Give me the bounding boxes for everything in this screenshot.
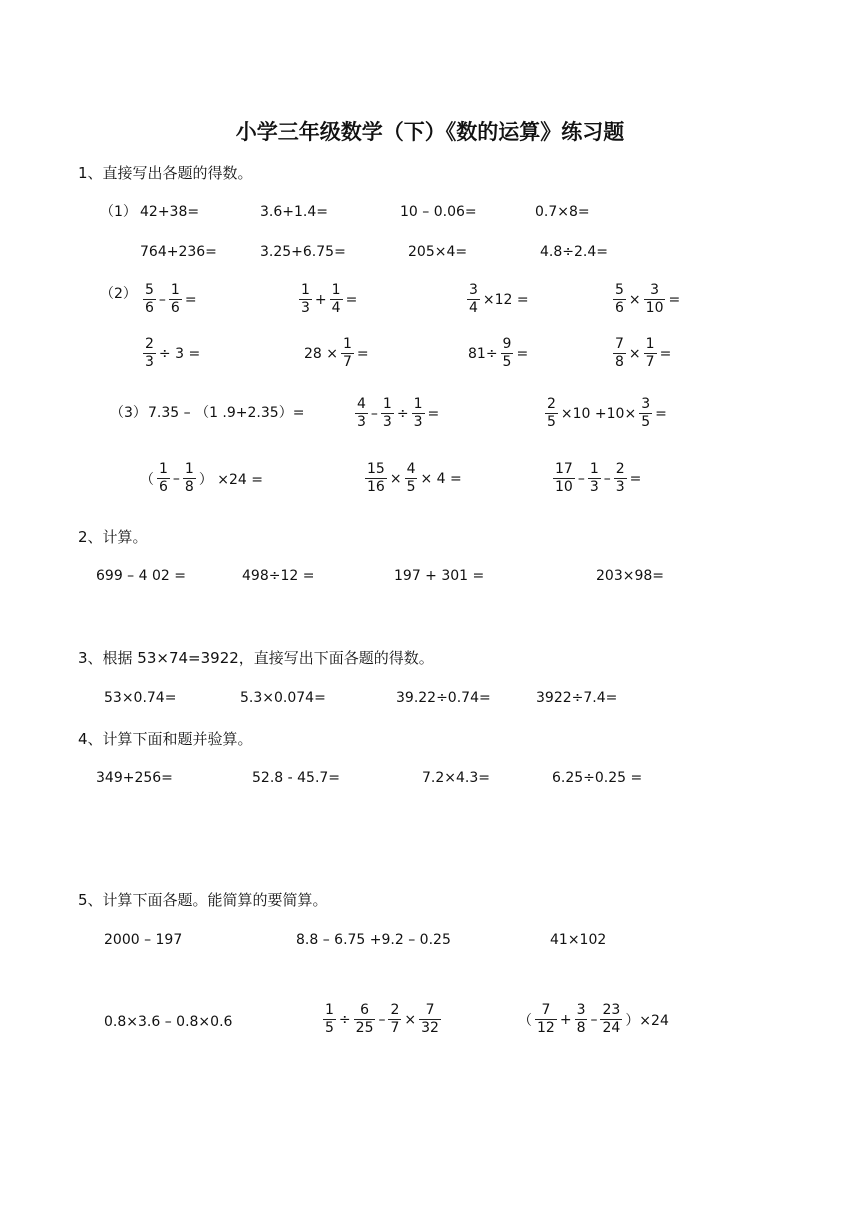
q1-p2-expr [612,282,682,317]
q1-p2-expr [298,282,359,317]
fraction-numerator: 5 [615,282,624,298]
fraction [588,461,601,496]
q2-item: 699 – 4 02 = [96,568,186,584]
q4-heading: 4、计算下面和题并验算。 [78,730,253,748]
fraction-numerator: 7 [535,1002,557,1020]
fraction-denominator: 5 [406,479,416,495]
expr-operator: × [628,345,641,362]
q1-p1-item: 764+236= [140,244,217,260]
fraction-denominator: 5 [502,354,512,370]
fraction [330,282,343,317]
fraction-denominator: 3 [615,479,625,495]
fraction-denominator: 24 [602,1020,621,1036]
expr-operator: ） ×24 = [198,471,264,488]
fraction-denominator: 8 [576,1020,586,1036]
q4-item: 6.25÷0.25 = [552,770,643,786]
q1-p2-expr [142,336,202,371]
fraction-numerator: 1 [382,396,392,412]
fraction [419,1002,441,1037]
fraction-numerator: 2 [390,1002,400,1018]
fraction [365,461,387,496]
q4-item: 7.2×4.3= [422,770,490,786]
fraction-numerator: 6 [354,1002,376,1020]
q1-p3-expr [552,461,643,496]
fraction-numerator: 3 [641,396,651,412]
fraction-denominator: 3 [145,354,154,370]
q2-heading: 2、计算。 [78,528,148,546]
q2-item: 197 + 301 = [394,568,485,584]
q4-item: 349+256= [96,770,173,786]
fraction [613,336,626,371]
q1-p1-item: 10 – 0.06= [400,204,477,220]
fraction-denominator: 10 [555,479,573,495]
fraction-denominator: 12 [537,1020,555,1036]
expr-operator: – [577,470,585,487]
fraction-denominator: 7 [390,1020,400,1036]
fraction [299,282,312,317]
fraction-numerator: 4 [357,396,366,412]
fraction-numerator: 3 [469,282,478,298]
q1-p2-expr [466,336,530,371]
fraction-denominator: 8 [615,354,624,370]
fraction [545,396,558,431]
expr-operator: – [172,470,180,487]
fraction [405,461,418,496]
q3-item: 53×0.74= [104,690,177,706]
fraction-numerator: 15 [367,461,385,477]
fraction-denominator: 7 [343,354,352,370]
fraction [600,1002,622,1037]
fraction-denominator: 6 [615,300,624,316]
q5-heading: 5、计算下面各题。能简算的要简算。 [78,891,328,909]
q5-item: 2000 – 197 [104,932,183,948]
fraction [501,336,514,371]
expr-operator: × [628,291,641,308]
fraction [535,1002,557,1037]
expr-operator: ÷ [338,1011,351,1028]
fraction [354,1002,376,1037]
fraction-numerator: 4 [406,461,416,477]
fraction-denominator: 5 [325,1020,334,1036]
q5-expr [516,1002,671,1037]
fraction-denominator: 4 [331,300,341,316]
q1-p3-text: 7.35 – （1 .9+2.35）= [148,405,305,421]
fraction [183,461,196,496]
fraction-numerator: 1 [343,336,352,352]
expr-operator: = [427,405,440,422]
fraction-numerator: 9 [502,336,512,352]
fraction-numerator: 17 [555,461,573,477]
expr-operator: 81÷ [468,345,498,362]
q3-item: 3922÷7.4= [536,690,618,706]
fraction-numerator: 1 [331,282,341,298]
q1-p1-item: 3.6+1.4= [260,204,328,220]
expr-operator: ）×24 [625,1012,669,1029]
fraction-denominator: 3 [382,414,392,430]
fraction-numerator: 1 [325,1002,334,1018]
q1-p1-label: （1） [100,204,137,220]
expr-operator: + [559,1011,572,1028]
fraction [323,1002,336,1037]
fraction [169,282,182,317]
expr-operator: = [516,345,529,362]
q1-p2-expr [612,336,673,371]
fraction-numerator: 7 [419,1002,441,1020]
q3-item: 5.3×0.074= [240,690,326,706]
expr-operator: = [345,291,358,308]
fraction [644,336,657,371]
q5-row2-text: 0.8×3.6 – 0.8×0.6 [104,1014,233,1030]
fraction-denominator: 3 [357,414,366,430]
expr-operator: = [659,345,672,362]
fraction-denominator: 8 [184,479,194,495]
q1-p3-expr [364,461,464,496]
fraction [157,461,170,496]
fraction [143,336,156,371]
fraction [381,396,394,431]
expr-operator: 28 × [304,345,338,362]
fraction-numerator: 5 [145,282,154,298]
fraction [614,461,627,496]
fraction-denominator: 3 [589,479,599,495]
q3-item: 39.22÷0.74= [396,690,491,706]
fraction [575,1002,588,1037]
expr-operator: – [603,470,611,487]
q1-p1-item: 4.8÷2.4= [540,244,608,260]
q1-p3-expr [544,396,669,431]
fraction-denominator: 7 [645,354,655,370]
expr-operator: = [655,405,667,422]
expr-operator: – [158,291,166,308]
fraction [412,396,425,431]
q1-p1-item: 3.25+6.75= [260,244,346,260]
fraction [639,396,652,431]
page-title: 小学三年级数学（下）《数的运算》练习题 [235,120,625,144]
q5-item: 8.8 – 6.75 +9.2 – 0.25 [296,932,451,948]
expr-operator: – [378,1011,386,1028]
expr-operator: （ [140,471,154,488]
fraction-numerator: 2 [145,336,154,352]
expr-operator: ×10 +10× [560,405,637,422]
fraction-numerator: 7 [615,336,624,352]
q5-expr [322,1002,442,1037]
q5-item: 41×102 [550,932,607,948]
fraction-denominator: 6 [159,479,168,495]
expr-operator: = [629,470,642,487]
fraction-denominator: 3 [413,414,423,430]
fraction-denominator: 32 [421,1020,439,1036]
expr-operator: （ [518,1012,532,1029]
q1-p2-label: （2） [100,286,137,302]
fraction [467,282,480,317]
fraction-numerator: 1 [301,282,310,298]
fraction-numerator: 2 [547,396,556,412]
expr-operator: – [370,405,378,422]
q2-item: 498÷12 = [242,568,315,584]
fraction-denominator: 16 [367,479,385,495]
q1-p1-item: 0.7×8= [535,204,590,220]
q1-p2-expr [302,336,371,371]
fraction-numerator: 1 [589,461,599,477]
fraction-denominator: 5 [547,414,556,430]
q4-item: 52.8 - 45.7= [252,770,341,786]
expr-operator: = [668,291,681,308]
fraction-numerator: 1 [184,461,194,477]
expr-operator: – [590,1011,598,1028]
expr-operator: ÷ 3 = [158,345,201,362]
q1-heading: 1、直接写出各题的得数。 [78,164,253,182]
q1-p1-item: 205×4= [408,244,468,260]
fraction-numerator: 2 [615,461,625,477]
fraction-numerator: 23 [602,1002,621,1018]
expr-operator: × 4 = [420,470,462,487]
fraction [355,396,368,431]
expr-operator: = [356,345,369,362]
q3-heading: 3、根据 53×74=3922，直接写出下面各题的得数。 [78,649,434,667]
fraction-denominator: 3 [301,300,310,316]
fraction-denominator: 25 [355,1020,374,1036]
expr-operator: ×12 = [482,291,529,308]
fraction-denominator: 6 [170,300,180,316]
q1-p3-expr [138,461,265,496]
fraction [388,1002,401,1037]
fraction-numerator: 1 [413,396,423,412]
fraction [644,282,666,317]
fraction-denominator: 10 [645,300,664,316]
fraction [341,336,354,371]
fraction [613,282,626,317]
expr-operator: = [184,291,197,308]
q1-p3-expr [354,396,441,431]
fraction [143,282,156,317]
expr-operator: × [404,1011,417,1028]
fraction-denominator: 5 [641,414,651,430]
fraction-numerator: 3 [644,282,666,300]
q1-p3-label: （3） [110,405,147,421]
fraction-denominator: 6 [145,300,154,316]
fraction-numerator: 1 [645,336,655,352]
fraction [553,461,575,496]
fraction-numerator: 1 [159,461,168,477]
fraction-numerator: 1 [170,282,180,298]
expr-operator: + [314,291,327,308]
expr-operator: × [389,470,402,487]
expr-operator: ÷ [396,405,409,422]
q1-p2-expr [466,282,531,317]
fraction-denominator: 4 [469,300,478,316]
q1-p1-item: 42+38= [140,204,200,220]
q1-p2-expr [142,282,199,317]
fraction-numerator: 3 [576,1002,586,1018]
q2-item: 203×98= [596,568,664,584]
